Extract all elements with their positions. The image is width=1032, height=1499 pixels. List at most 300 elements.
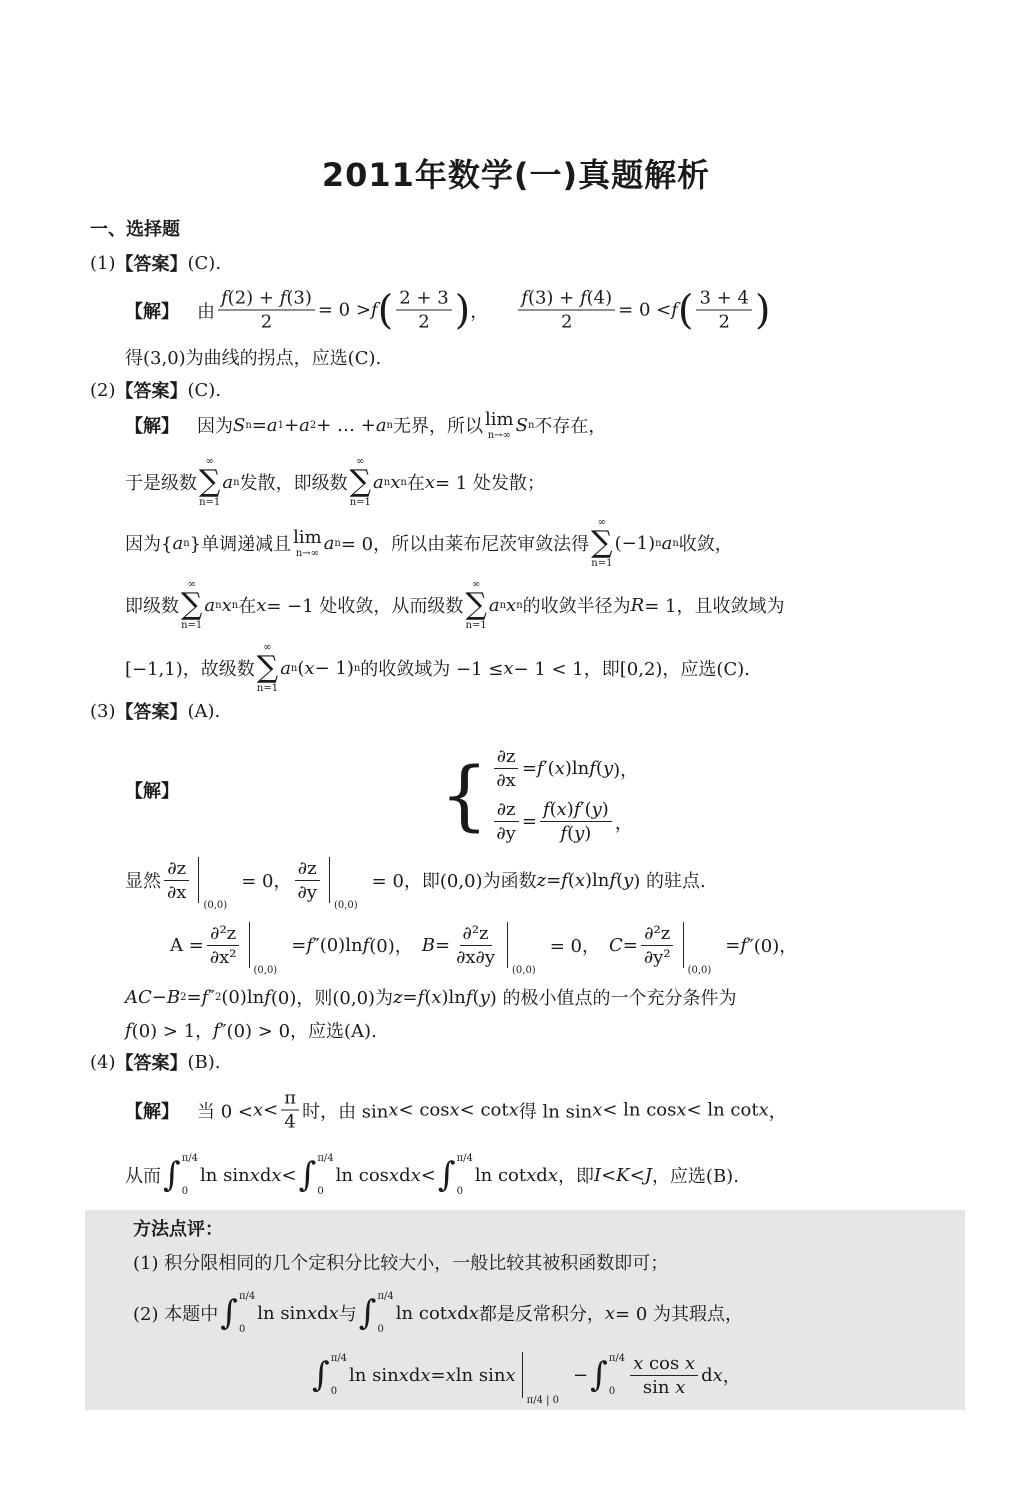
- text-run: < cos: [398, 1099, 450, 1121]
- math-variable: x: [420, 1364, 431, 1386]
- paren-fraction: [378, 288, 471, 333]
- math-variable: a: [323, 532, 335, 554]
- numerator: [641, 923, 673, 946]
- text-run: ′(: [543, 758, 555, 779]
- text-run: − 1 < 1，即[0,2)，应选(C).: [513, 659, 750, 680]
- math-group: [643, 1377, 685, 1398]
- denominator: [207, 946, 240, 968]
- math-text: π: [284, 1087, 297, 1109]
- text-run: =: [725, 934, 741, 956]
- text-run: =: [434, 934, 451, 956]
- text-run: d: [317, 1302, 329, 1324]
- text-run: < ln cos: [602, 1099, 677, 1121]
- denominator: [453, 946, 498, 968]
- paren: ): [454, 287, 471, 333]
- summation: [257, 642, 278, 694]
- math-variable: y: [591, 799, 602, 820]
- math-variable: a: [373, 471, 384, 493]
- text-run: cos: [643, 1352, 685, 1374]
- superscript: n: [655, 537, 662, 549]
- text-run: (1) 积分限相同的几个定积分比较大小，一般比较其被积函数即可；: [133, 1253, 669, 1274]
- upper-limit: ∞: [205, 456, 214, 467]
- bold-label: 【答案】: [115, 381, 188, 402]
- text-run: 显然: [125, 871, 161, 892]
- text-run: = −1 处收敛，从而级数: [266, 596, 464, 617]
- bold-label: 【解】: [125, 781, 179, 802]
- math-text: ∂²z: [210, 922, 237, 944]
- text-run: ): [601, 799, 609, 820]
- math-variable: x: [758, 1099, 769, 1121]
- text-run: ln sin: [200, 1164, 250, 1186]
- upper-limit: π/4: [238, 1291, 256, 1302]
- limit: [485, 409, 514, 441]
- text-line: [125, 777, 179, 803]
- lower-limit: n=1: [591, 558, 613, 569]
- math-variable: x: [604, 1302, 616, 1324]
- math-variable: x: [505, 1364, 516, 1386]
- math-variable: x: [508, 1099, 519, 1121]
- subscript: n: [334, 537, 341, 549]
- text-run: ln sin: [257, 1302, 307, 1324]
- math-variable: f: [561, 869, 568, 891]
- lower-limit: n=1: [199, 497, 221, 508]
- text-line: [125, 517, 733, 569]
- denominator: [294, 881, 319, 903]
- limits: [331, 1353, 347, 1397]
- math-variable: x: [388, 1099, 399, 1121]
- math-text: ∂y: [496, 823, 516, 844]
- text-run: ln cos: [335, 1164, 389, 1186]
- math-variable: f: [573, 799, 581, 820]
- math-variable: f: [465, 986, 473, 1008]
- integral-symbol: ∫: [312, 1355, 330, 1395]
- sigma-symbol: ∑: [349, 464, 372, 499]
- brace: {: [440, 750, 489, 839]
- math-group: [543, 799, 609, 820]
- text-run: 在: [238, 596, 257, 617]
- integral-symbol: ∫: [590, 1355, 608, 1395]
- text-run: <: [420, 1164, 436, 1186]
- math-variable: y: [574, 823, 585, 844]
- math-variable: K: [616, 1164, 630, 1186]
- math-variable: f: [370, 299, 378, 321]
- math-variable: z: [536, 869, 547, 891]
- summation: [199, 456, 220, 508]
- text-run: < cot: [459, 1099, 509, 1121]
- denominator: [558, 311, 575, 333]
- numerator: [494, 746, 519, 769]
- evaluation-bar: [198, 857, 228, 911]
- integral: [438, 1153, 473, 1197]
- lower-limit: n=1: [349, 497, 371, 508]
- text-run: (4): [586, 287, 613, 309]
- math-variable: x: [449, 1099, 460, 1121]
- text-line: [125, 456, 545, 508]
- text-line: [125, 984, 737, 1010]
- superscript: n: [400, 476, 407, 488]
- text-run: 得 ln sin: [518, 1101, 593, 1122]
- math-variable: x: [592, 1099, 603, 1121]
- text-run: ，应选(B).: [651, 1166, 739, 1187]
- text-run: 在: [406, 473, 425, 494]
- fraction: [164, 858, 189, 903]
- text-run: = 0，: [241, 871, 292, 892]
- lower-limit: 0: [608, 1386, 616, 1397]
- math-group: [521, 288, 612, 309]
- text-run: sin: [642, 1376, 676, 1398]
- text-run: = 0 为其瑕点，: [615, 1304, 744, 1325]
- denominator: [493, 769, 518, 791]
- text-run: 的收敛域为 −1 ≤: [360, 659, 504, 680]
- numerator: [207, 923, 239, 946]
- text-run: (4): [90, 1051, 116, 1073]
- bold-label: 【答案】: [115, 702, 188, 723]
- numerator: [281, 1088, 299, 1111]
- math-text: 2: [560, 311, 573, 333]
- limits: [239, 1291, 255, 1335]
- text-run: )ln: [585, 869, 610, 891]
- limit: [293, 527, 322, 559]
- text-run: 的收敛半径为: [522, 596, 631, 617]
- fraction: [493, 746, 518, 791]
- math-text: ∂z: [167, 857, 187, 879]
- denominator: [715, 311, 732, 333]
- text-run: (3): [286, 287, 312, 309]
- text-run: =: [251, 414, 267, 436]
- denominator: [164, 881, 189, 903]
- text-run: (2) +: [227, 287, 280, 309]
- text-run: (−1): [614, 532, 656, 554]
- text-run: d: [408, 1364, 421, 1386]
- math-text: ∂x∂y: [456, 946, 495, 968]
- math-variable: x: [445, 1364, 456, 1386]
- text-run: =: [430, 1364, 446, 1386]
- text-run: ): [584, 823, 592, 844]
- upper-limit: π/4: [181, 1153, 199, 1164]
- numerator: [164, 858, 189, 881]
- sigma-symbol: ∑: [256, 650, 279, 685]
- equation-row: [490, 799, 638, 844]
- text-run: (: [595, 758, 603, 779]
- text-run: =: [622, 934, 638, 956]
- math-variable: x: [547, 1164, 558, 1186]
- math-variable: y: [623, 869, 634, 891]
- text-run: (0)，: [369, 936, 422, 957]
- text-run: ，: [470, 301, 516, 322]
- lower-limit: 0: [317, 1186, 324, 1197]
- text-run: =: [291, 934, 307, 956]
- math-variable: f: [221, 287, 228, 309]
- equation-system: [440, 746, 638, 844]
- text-line: [125, 344, 381, 370]
- evaluation-bar: [507, 922, 536, 976]
- text-run: (2) 本题中: [133, 1304, 219, 1325]
- math-variable: S: [233, 414, 246, 436]
- bold-label: 【答案】: [115, 254, 188, 275]
- math-variable: x: [410, 1164, 421, 1186]
- integral: [590, 1353, 625, 1397]
- integral: [163, 1153, 198, 1197]
- math-variable: y: [602, 758, 614, 779]
- math-variable: x: [633, 1352, 644, 1374]
- denominator: [415, 311, 432, 333]
- subscript: n: [290, 662, 298, 674]
- math-text: 2: [260, 311, 273, 333]
- text-run: +: [284, 414, 300, 436]
- math-variable: x: [431, 986, 442, 1008]
- text-run: (: [567, 823, 575, 844]
- math-variable: x: [221, 594, 232, 616]
- numerator: [540, 799, 612, 822]
- lim-word: lim: [293, 527, 322, 548]
- text-run: 发散，即级数: [239, 473, 348, 494]
- bold-label: 【解】: [125, 1101, 179, 1122]
- math-variable: f: [560, 823, 568, 844]
- math-variable: x: [249, 1164, 260, 1186]
- superscript: 2: [180, 991, 187, 1003]
- text-run: <: [629, 1164, 645, 1186]
- lower-limit: 0: [330, 1386, 338, 1397]
- upper-limit: ∞: [356, 456, 365, 467]
- evaluation-point: (0,0): [687, 965, 712, 976]
- math-text: ∂y²: [643, 946, 671, 968]
- text-run: = 1，且收敛域为: [644, 596, 785, 617]
- integral: [359, 1291, 394, 1335]
- math-variable: x: [306, 1302, 318, 1324]
- math-text: ∂y: [297, 881, 317, 903]
- text-line: [440, 746, 638, 844]
- math-variable: x: [468, 1302, 479, 1324]
- text-run: d: [457, 1302, 469, 1324]
- text-run: + … +: [316, 414, 376, 436]
- text-run: = 0 <: [618, 299, 672, 321]
- numerator: [460, 923, 492, 946]
- text-run: ″: [208, 986, 215, 1008]
- text-run: (0)ln: [221, 986, 265, 1008]
- text-run: 无界，所以: [393, 416, 483, 437]
- evaluation-point: (0,0): [512, 965, 536, 976]
- math-variable: a: [299, 414, 310, 436]
- integral-symbol: ∫: [437, 1155, 456, 1195]
- numerator: [396, 288, 451, 311]
- math-variable: R: [630, 594, 645, 616]
- math-variable: f: [417, 986, 425, 1008]
- equation-row: [490, 746, 638, 791]
- upper-limit: π/4: [330, 1353, 348, 1364]
- math-text: ∂x: [167, 881, 187, 903]
- math-variable: f: [609, 869, 617, 891]
- math-variable: a: [266, 414, 278, 436]
- math-variable: f: [213, 1019, 220, 1041]
- text-line: [90, 1049, 221, 1075]
- math-variable: B: [421, 934, 435, 956]
- text-line: [125, 1153, 739, 1197]
- text-run: (C).: [187, 252, 222, 274]
- text-run: 因为: [179, 416, 233, 437]
- summation: [591, 517, 612, 569]
- math-variable: x: [252, 1099, 264, 1121]
- bold-label: 【解】: [125, 416, 179, 437]
- text-line: [133, 1215, 223, 1241]
- subscript: 2: [309, 419, 317, 431]
- math-variable: a: [172, 532, 184, 554]
- text-run: = 1 处发散；: [434, 473, 545, 494]
- denominator: [493, 822, 518, 844]
- text-run: (0) > 1，: [131, 1021, 214, 1042]
- lower-limit: 0: [181, 1186, 189, 1197]
- numerator: [630, 1353, 698, 1376]
- text-line: [90, 250, 221, 276]
- text-run: <: [601, 1164, 617, 1186]
- math-variable: a: [204, 594, 216, 616]
- text-run: d: [399, 1164, 411, 1186]
- summation: [465, 579, 486, 631]
- text-run: d: [259, 1164, 272, 1186]
- text-run: 收敛，: [678, 534, 733, 555]
- math-variable: x: [684, 1352, 696, 1374]
- lower-limit: n=1: [256, 683, 279, 694]
- paren: (: [677, 287, 694, 333]
- math-variable: x: [304, 657, 315, 679]
- math-variable: x: [388, 1164, 400, 1186]
- text-run: ln cot: [395, 1302, 448, 1324]
- text-run: d: [536, 1164, 548, 1186]
- math-text: 2: [418, 311, 430, 333]
- numerator: [218, 288, 315, 311]
- fraction: [540, 799, 612, 844]
- text-run: )ln: [441, 986, 466, 1008]
- text-run: ，: [614, 812, 633, 834]
- math-variable: x: [447, 1302, 458, 1324]
- integral: [312, 1353, 347, 1397]
- math-variable: x: [676, 1099, 687, 1121]
- math-variable: x: [424, 471, 435, 493]
- text-run: [−1,1)，故级数: [125, 659, 255, 680]
- math-text: ∂x: [496, 770, 516, 791]
- text-run: (: [424, 986, 432, 1008]
- math-variable: y: [479, 986, 490, 1008]
- text-line: [125, 409, 606, 441]
- math-variable: f: [740, 934, 748, 956]
- text-run: <: [281, 1164, 297, 1186]
- numerator: [518, 288, 615, 311]
- lower-limit: 0: [238, 1324, 246, 1335]
- rows: [490, 746, 638, 844]
- text-run: <: [263, 1099, 279, 1121]
- fraction: [518, 288, 615, 333]
- text-run: (: [472, 986, 480, 1008]
- text-run: 由: [179, 301, 215, 322]
- math-variable: f: [201, 986, 209, 1008]
- limit-subscript: n→∞: [295, 548, 319, 559]
- fraction: [281, 1088, 299, 1133]
- text-run: ) 的驻点.: [633, 871, 706, 892]
- limits: [377, 1291, 393, 1335]
- upper-limit: π/4: [377, 1291, 394, 1302]
- text-run: ′(: [580, 799, 592, 820]
- sigma-symbol: ∑: [199, 464, 221, 499]
- math-text: 3 + 4: [699, 287, 749, 309]
- bold-label: 一、选择题: [90, 219, 180, 240]
- text-run: − 1): [314, 657, 354, 679]
- math-variable: x: [390, 471, 401, 493]
- text-run: A =: [170, 934, 204, 956]
- math-variable: a: [488, 594, 500, 616]
- text-line: [90, 698, 220, 724]
- fraction: [218, 288, 315, 333]
- denominator: [557, 822, 594, 844]
- lower-limit: 0: [377, 1324, 384, 1335]
- math-variable: z: [393, 986, 403, 1008]
- fraction: [493, 799, 518, 844]
- subscript: n: [527, 419, 535, 431]
- text-run: 都是反常积分，: [478, 1304, 605, 1325]
- lower-limit: 0: [456, 1186, 463, 1197]
- math-variable: C: [608, 934, 623, 956]
- integral-symbol: ∫: [163, 1155, 181, 1195]
- text-run: = 0 >: [317, 299, 371, 321]
- numerator: [696, 288, 751, 311]
- sigma-symbol: ∑: [591, 525, 613, 560]
- evaluation-point: (0,0): [253, 965, 278, 976]
- denominator: [258, 311, 275, 333]
- subscript: n: [672, 537, 679, 549]
- subscript: n: [183, 537, 190, 549]
- subscript: n: [233, 476, 240, 488]
- math-variable: x: [556, 799, 567, 820]
- math-text: ∂z: [297, 857, 317, 879]
- integral: [299, 1153, 334, 1197]
- math-variable: f: [521, 287, 528, 309]
- text-run: )，: [613, 759, 639, 781]
- math-text: ∂²z: [644, 922, 671, 944]
- text-line: [125, 1088, 787, 1133]
- lower-limit: n=1: [181, 620, 203, 631]
- superscript: 2: [214, 991, 222, 1003]
- superscript: n: [353, 662, 361, 674]
- text-run: d: [701, 1364, 713, 1386]
- math-variable: x: [526, 1164, 537, 1186]
- evaluation-bar: [522, 1352, 560, 1406]
- integral-symbol: ∫: [298, 1155, 317, 1195]
- math-text: 2: [718, 311, 730, 333]
- text-run: ln sin: [349, 1364, 399, 1386]
- math-variable: B: [166, 986, 181, 1008]
- math-text: 2 + 3: [399, 287, 449, 309]
- text-run: (3): [90, 700, 116, 722]
- math-variable: x: [506, 594, 517, 616]
- summation: [181, 579, 202, 631]
- text-run: )ln: [564, 758, 590, 779]
- math-variable: f: [306, 934, 313, 956]
- superscript: n: [516, 599, 523, 611]
- text-run: ″(0)，: [747, 936, 798, 957]
- text-line: [90, 215, 180, 241]
- text-run: 即级数: [125, 596, 179, 617]
- paren: ): [754, 287, 771, 333]
- text-run: ，: [768, 1101, 787, 1122]
- math-variable: AC: [125, 986, 152, 1008]
- text-run: = 0，即(0,0)为函数: [371, 871, 537, 892]
- math-variable: f: [125, 1019, 132, 1041]
- math-variable: a: [375, 414, 387, 436]
- text-run: = 0，: [549, 936, 609, 957]
- integral-symbol: ∫: [220, 1293, 238, 1333]
- math-text: ∂z: [496, 799, 516, 820]
- math-variable: a: [661, 532, 673, 554]
- integral: [220, 1291, 255, 1335]
- math-variable: x: [398, 1364, 409, 1386]
